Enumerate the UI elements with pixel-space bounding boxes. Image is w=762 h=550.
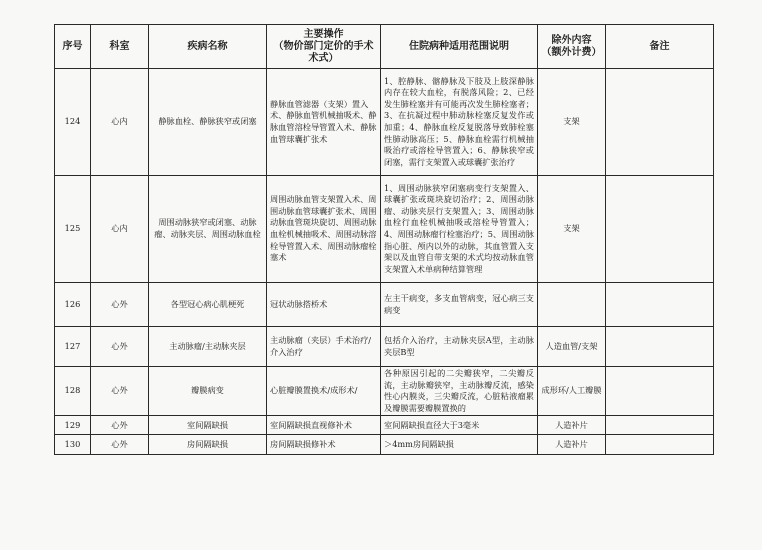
cell-scope: 1、周围动脉狭窄闭塞病变行支架置入、球囊扩张或斑块旋切治疗；2、周围动脉瘤、动脉夹层行支架置入；3、周围动脉血栓行血栓机械抽吸或溶栓导管置入；4、周围动脉瘤行栓塞治疗；5、周围动脉指心脏、颅内以外的动脉，其血管置入支架以及血管自带支架的术式均按动脉血管支架置入术单病种结算管理: [381, 176, 538, 283]
cell-seq: 129: [55, 416, 91, 435]
cell-extra: 人造血管/支架: [538, 327, 606, 367]
cell-dept: 心外: [91, 367, 149, 416]
cell-dept: 心内: [91, 176, 149, 283]
table-row: [55, 176, 714, 283]
header-disease: 疾病名称: [149, 25, 267, 69]
cell-extra: 支架: [538, 176, 606, 283]
cell-dept: 心外: [91, 435, 149, 455]
cell-dept: 心内: [91, 69, 149, 176]
cell-extra: 支架: [538, 69, 606, 176]
header-operation-line3: 术式）: [308, 52, 339, 64]
cell-operation: 周围动脉血管支架置入术、周围动脉血管球囊扩张术、周围动脉血管斑块旋切、周围动脉血栓机械抽吸术、周围动脉溶栓导管置入术、周围动脉瘤栓塞术: [267, 176, 381, 283]
cell-scope: 包括介入治疗，主动脉夹层A型，主动脉夹层B型: [381, 327, 538, 367]
cell-operation: 心脏瓣膜置换术/成形术/: [267, 367, 381, 416]
cell-disease: 主动脉瘤/主动脉夹层: [149, 327, 267, 367]
cell-disease: 室间隔缺损: [149, 416, 267, 435]
cell-scope: 各种原因引起的二尖瓣狭窄，二尖瓣反流，主动脉瓣狭窄，主动脉瓣反流，感染性心内膜炎，三尖瓣反流，心脏粘液瘤累及瓣膜需要瓣膜置换的: [381, 367, 538, 416]
header-operation-line1: 主要操作: [303, 28, 344, 40]
cell-disease: 静脉血栓、静脉狭窄或闭塞: [149, 69, 267, 176]
header-extra-line1: 除外内容: [551, 34, 592, 46]
table-row: [55, 327, 714, 367]
header-row: [55, 25, 714, 69]
cell-operation: 静脉血管滤器（支架）置入术、静脉血管机械抽吸术、静脉血管溶栓导管置入术、静脉血管球囊扩张术: [267, 69, 381, 176]
header-note: 备注: [606, 25, 714, 69]
cell-seq: 124: [55, 69, 91, 176]
table-row: [55, 416, 714, 435]
cell-extra: [538, 283, 606, 327]
cell-note: [606, 416, 714, 435]
header-operation-line2: （物价部门定价的手术: [273, 40, 374, 52]
cell-note: [606, 283, 714, 327]
table-row: [55, 69, 714, 176]
cell-extra: 成形环/人工瓣膜: [538, 367, 606, 416]
cell-dept: 心外: [91, 283, 149, 327]
cell-note: [606, 69, 714, 176]
header-extra: [538, 25, 606, 69]
cell-operation: 主动脉瘤（夹层）手术治疗/介入治疗: [267, 327, 381, 367]
cell-note: [606, 176, 714, 283]
header-operation: [267, 25, 381, 69]
cell-dept: 心外: [91, 327, 149, 367]
header-seq: 序号: [55, 25, 91, 69]
cell-operation: 室间隔缺损直视修补术: [267, 416, 381, 435]
cell-note: [606, 435, 714, 455]
cell-seq: 125: [55, 176, 91, 283]
table-row: [55, 367, 714, 416]
table-row: [55, 283, 714, 327]
cell-note: [606, 327, 714, 367]
cell-seq: 128: [55, 367, 91, 416]
cell-seq: 126: [55, 283, 91, 327]
table-row: [55, 435, 714, 455]
cell-scope: ＞4mm房间隔缺损: [381, 435, 538, 455]
cell-disease: 周围动脉狭窄或闭塞、动脉瘤、动脉夹层、周围动脉血栓: [149, 176, 267, 283]
cell-disease: 瓣膜病变: [149, 367, 267, 416]
cell-dept: 心外: [91, 416, 149, 435]
cell-scope: 左主干病变，多支血管病变，冠心病三支病变: [381, 283, 538, 327]
cell-operation: 房间隔缺损修补术: [267, 435, 381, 455]
header-extra-line2: （额外计费）: [541, 46, 602, 58]
cell-operation: 冠状动脉搭桥术: [267, 283, 381, 327]
cell-scope: 室间隔缺损直径大于3毫米: [381, 416, 538, 435]
cell-scope: 1、腔静脉、髂静脉及下肢及上肢深静脉内存在较大血栓，有脱落风险；2、已经发生肺栓塞并有可能再次发生肺栓塞者；3、在抗凝过程中肺动脉栓塞反复发作或加重；4、静脉血栓反复脱落导致肺栓塞性肺动脉高压；5、静脉血栓需行机械抽吸治疗或溶栓导管置入；6、静脉狭窄或闭塞，需行支架置入或球囊扩张治疗: [381, 69, 538, 176]
header-dept: 科室: [91, 25, 149, 69]
cell-extra: 人造补片: [538, 435, 606, 455]
cell-seq: 130: [55, 435, 91, 455]
header-scope: 住院病种适用范围说明: [381, 25, 538, 69]
cell-disease: 各型冠心病心肌梗死: [149, 283, 267, 327]
cell-note: [606, 367, 714, 416]
cell-disease: 房间隔缺损: [149, 435, 267, 455]
cell-extra: 人造补片: [538, 416, 606, 435]
cell-seq: 127: [55, 327, 91, 367]
disease-table: [54, 24, 714, 455]
